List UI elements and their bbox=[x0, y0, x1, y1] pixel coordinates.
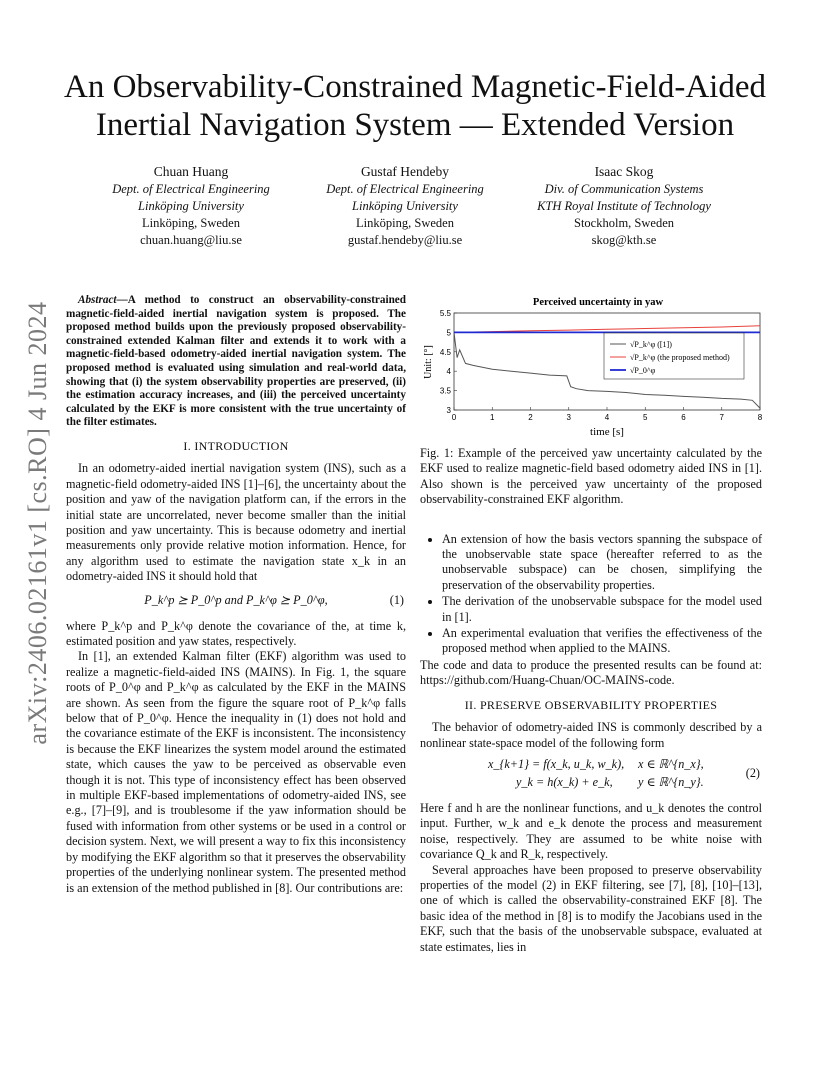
intro-paragraph-1: In an odometry-aided inertial navigation system (INS), such as a magnetic-field odometry-aided INS [1]–[6], the uncertainty about the position and yaw of the navigation platform can, if the errors in the initial state are uncorrelated, never become smaller than the initial position and yaw uncertainty. This is because odometry and inertial measurements only provide relative motion information. Hence, for any algorithm used to estimate the navigation state x_k in an odometry-aided INS it should hold that bbox=[66, 461, 406, 584]
chart-title: Perceived uncertainty in yaw bbox=[532, 297, 664, 308]
author-university: Linköping University bbox=[138, 199, 244, 213]
arxiv-identifier bbox=[20, 295, 56, 750]
author-email: chuan.huang@liu.se bbox=[140, 233, 242, 247]
author-name: Isaac Skog bbox=[594, 164, 654, 179]
equation-1-body: P_k^p ⪰ P_0^p and P_k^φ ⪰ P_0^φ, bbox=[144, 592, 328, 607]
x-tick-label: 0 bbox=[451, 413, 457, 422]
abstract-body: —A method to construct an observability-constrained magnetic-field-aided inertial navigation system is proposed. The proposed method builds upon the previously proposed observability-constrained extended Kalman filter and extends it to work with a magnetic-field-based odometry-aided inertial navigation system. The proposed method is evaluated using simulation and real-world data, showing that (i) the system observability properties are preserved, (ii) the estimation accuracy increases, and (iii) the perceived uncertainty calculated by the EKF is more consistent with the true uncertainty of the filter estimates. bbox=[66, 294, 406, 429]
section-2-heading: II. PRESERVE OBSERVABILITY PROPERTIES bbox=[464, 697, 718, 712]
left-column bbox=[66, 294, 406, 896]
contribution-item: • The derivation of the unobservable subspace for the model used in [1]. bbox=[442, 594, 762, 625]
x-tick-label: 7 bbox=[719, 413, 724, 422]
equation-2-line-1: x_{k+1} = f(x_k, u_k, w_k), bbox=[488, 756, 625, 771]
x-tick-label: 3 bbox=[566, 413, 571, 422]
equation-2 bbox=[420, 755, 762, 795]
title-line-1: An Observability-Constrained Magnetic-Field-Aided bbox=[63, 69, 766, 105]
y-tick-label: 3 bbox=[446, 406, 451, 415]
right-column bbox=[420, 446, 762, 955]
x-tick-label: 1 bbox=[490, 413, 495, 422]
equation-1 bbox=[66, 591, 406, 613]
author-city: Linköping, Sweden bbox=[142, 216, 240, 230]
author-dept: Dept. of Electrical Engineering bbox=[326, 182, 484, 196]
figure-1-caption: Fig. 1: Example of the perceived yaw uncertainty calculated by the EKF used to realize magnetic-field based odometry aided INS in [1]. Also shown is the perceived yaw uncertainty of the proposed observability-constrained EKF algorithm. bbox=[420, 446, 762, 507]
y-ticks bbox=[440, 309, 457, 415]
author-email: skog@kth.se bbox=[591, 233, 657, 247]
y-tick-label: 4.5 bbox=[439, 347, 451, 357]
y-tick-label: 5 bbox=[446, 328, 451, 338]
code-availability-note: The code and data to produce the presented results can be found at: https://github.com/Huang-Chuan/OC-MAINS-code. bbox=[420, 657, 762, 688]
intro-paragraph-2: where P_k^p and P_k^φ denote the covariance of the, at time k, estimated position and yaw states, respectively. bbox=[66, 618, 406, 648]
x-tick-label: 2 bbox=[528, 413, 533, 422]
equation-2-line-1-domain: x ∈ ℝ^{n_x}, bbox=[638, 756, 704, 771]
author-name: Chuan Huang bbox=[153, 164, 229, 179]
author-name: Gustaf Hendeby bbox=[360, 164, 450, 179]
author-city: Stockholm, Sweden bbox=[574, 216, 674, 230]
author-dept: Dept. of Electrical Engineering bbox=[112, 182, 270, 196]
title-line-2: Inertial Navigation System — Extended Version bbox=[95, 107, 735, 143]
x-tick-label: 6 bbox=[681, 413, 686, 422]
yaw-uncertainty-chart bbox=[418, 293, 770, 438]
x-axis-label: time [s] bbox=[590, 426, 624, 438]
y-tick-label: 3.5 bbox=[439, 386, 451, 396]
equation-1-number: (1) bbox=[389, 592, 404, 607]
y-tick-label: 4 bbox=[446, 367, 451, 377]
paper-title bbox=[60, 68, 770, 144]
x-tick-label: 4 bbox=[604, 413, 610, 422]
author-3 bbox=[509, 163, 739, 249]
author-dept: Div. of Communication Systems bbox=[544, 182, 704, 196]
x-ticks bbox=[452, 407, 763, 422]
contribution-item: • An experimental evaluation that verifies the effectiveness of the proposed method when applied to the MAINS. bbox=[442, 626, 762, 657]
abstract-lead: Abstract bbox=[78, 294, 117, 306]
author-university: KTH Royal Institute of Technology bbox=[537, 199, 711, 213]
equation-2-number: (2) bbox=[745, 765, 760, 780]
author-city: Linköping, Sweden bbox=[356, 216, 454, 230]
x-tick-label: 5 bbox=[643, 413, 648, 422]
section-2-paragraph-1: The behavior of odometry-aided INS is commonly described by a nonlinear state-space model of the following form bbox=[420, 720, 762, 750]
series-line-2 bbox=[454, 326, 760, 333]
equation-2-line-2: y_k = h(x_k) + e_k, bbox=[516, 774, 613, 789]
intro-paragraph-3: In [1], an extended Kalman filter (EKF) algorithm was used to realize a magnetic-field-aided INS (MAINS). In Fig. 1, the square roots of P_0^φ and P_k^φ as calculated by the EKF in the MAINS are shown. As seen from the figure the square root of P_k^φ falls below that of P_0^φ. Hence the inequality in (1) does not hold and the covariance estimate of the EKF is inconsistent. The inconsistency is because the EKF linearizes the system model around the estimated state, which causes the yaw to be perceived as observable even though it is not. This type of inconsistency effect has been observed in multiple EKF-based implementations of odometry-aided INS, see e.g., [7]–[9], and is troublesome if the yaw information should be fused with information from other systems or be used in a control or decision system. Next, we will present a way to fix this inconsistency by modifying the EKF algorithm so that it preserves the observability properties of the underlying nonlinear system. The presented method is an extension of the method published in [8]. Our contributions are: bbox=[66, 649, 406, 895]
author-university: Linköping University bbox=[352, 199, 458, 213]
legend-entry-2: √P_k^φ (the proposed method) bbox=[630, 353, 730, 362]
legend bbox=[604, 333, 744, 379]
contribution-item: • An extension of how the basis vectors spanning the subspace of the unobservable state space (hereafter referred to as the unobservable subspace) can be chosen, simplifying the preservation of the observability properties. bbox=[442, 532, 762, 594]
section-2-paragraph-3: Several approaches have been proposed to preserve observability properties of the model (2) in EKF filtering, see [7], [8], [10]–[13], one of which is called the observability-constrained EKF [8]. The basic idea of the method in [8] is to modify the Jacobians used in the EKF, such that the basis of the unobservable subspace, evaluated at state estimates, lies in bbox=[420, 862, 762, 954]
author-2 bbox=[290, 163, 520, 249]
legend-entry-3: √P_0^φ bbox=[630, 366, 656, 375]
y-axis-label: Unit: [°] bbox=[423, 345, 434, 379]
section-2-paragraph-2: Here f and h are the nonlinear functions, and u_k denotes the control input. Further, w_k and e_k denote the process and measurement noise, respectively. They are assumed to be white noise with covariance Q_k and R_k, respectively. bbox=[420, 800, 762, 862]
section-1-heading: I. INTRODUCTION bbox=[183, 438, 289, 453]
equation-2-line-2-domain: y ∈ ℝ^{n_y}. bbox=[638, 774, 704, 789]
author-1 bbox=[76, 163, 306, 249]
legend-entry-1: √P_k^φ ([1]) bbox=[630, 340, 672, 349]
y-tick-label: 5.5 bbox=[439, 309, 451, 318]
abstract bbox=[66, 294, 406, 430]
x-tick-label: 8 bbox=[757, 413, 763, 422]
author-email: gustaf.hendeby@liu.se bbox=[347, 233, 463, 247]
contributions-list bbox=[420, 532, 762, 657]
arxiv-id-text: arXiv:2406.02161v1 [cs.RO] 4 Jun 2024 bbox=[23, 300, 52, 745]
